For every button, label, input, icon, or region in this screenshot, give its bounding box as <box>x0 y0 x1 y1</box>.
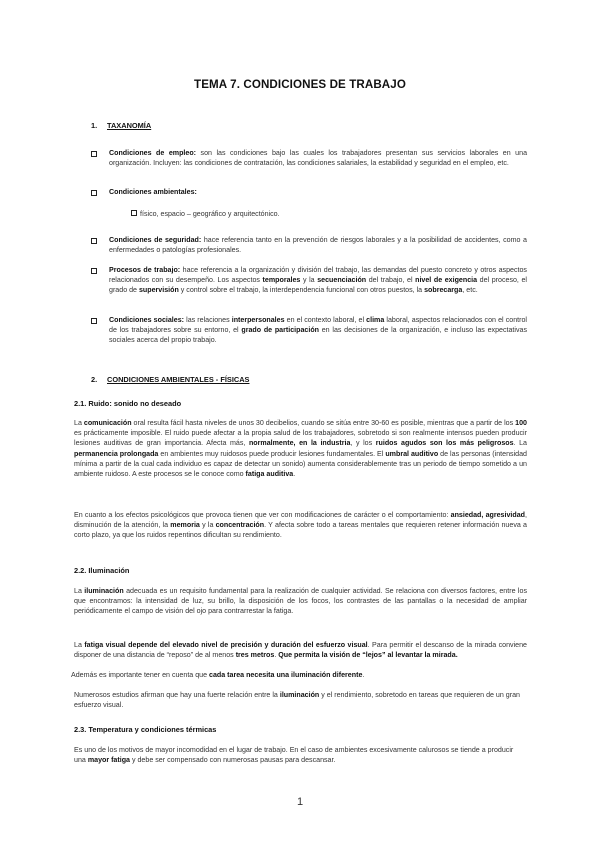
iluminacion-paragraph-3: Además es importante tener en cuenta que cada tarea necesita una iluminación diferente. <box>71 671 365 679</box>
subsection-iluminacion-heading: 2.2. Iluminación <box>74 566 130 575</box>
section-title: CONDICIONES AMBIENTALES - FÍSICAS <box>107 375 250 384</box>
bullet-square-icon <box>91 190 97 196</box>
subsection-ruido-heading: 2.1. Ruido: sonido no deseado <box>74 399 182 408</box>
bullet-text: Condiciones ambientales: <box>109 188 197 196</box>
ruido-paragraph-2: En cuanto a los efectos psicológicos que provoca tienen que ver con modificaciones de carácter o el comportamiento: ansiedad, agresividad, disminución de la atención, la memoria y la concentración. Y afecta sobre todo a tareas mentales que requieren retener información nueva a corto plazo, ya que los ruidos repentinos dificultan su rendimiento. <box>74 511 527 540</box>
temperatura-paragraph-1: Es uno de los motivos de mayor incomodidad en el lugar de trabajo. En el caso de ambientes excesivamente calurosos se tiende a producir una mayor fatiga y debe ser compensado con numerosas pausas para descansar. <box>74 746 514 765</box>
bullet-procesos-trabajo <box>91 265 527 307</box>
section-2-heading <box>91 375 391 385</box>
bullet-text: Procesos de trabajo: hace referencia a la organización y división del trabajo, las demandas del puesto concreto y otros aspectos relacionados con su desempeño. Los aspectos temporales y la secuenciación del trabajo, el nivel de exigencia del proceso, el grado de supervisión y control sobre el trabajo, la interdependencia funcional con otros puestos, la sobrecarga, etc. <box>109 266 528 294</box>
section-number: 1. <box>91 121 98 130</box>
ruido-paragraph-1: La comunicación oral resulta fácil hasta niveles de unos 30 decibelios, cuando se sitúa entre 30-60 es posible, mientras que a partir de los 100 es prácticamente imposible. El ruido puede afectar a la propia salud de los trabajadores, sobretodo si son realmente intensos pueden producir lesiones auditivas de gran importancia. Afecta más, normalmente, en la industria, y los ruidos agudos son los más peligrosos. La permanencia prolongada en ambientes muy ruidosos puede producir lesiones fundamentales. El umbral auditivo de las personas (intensidad mínima a partir de la cual cada individuo es capaz de detectar un sonido) aumenta considerablemente tras un periodo de tiempo sometido a un ambiente ruidoso. A este procesos se le conoce como fatiga auditiva. <box>74 419 527 479</box>
bullet-square-icon <box>131 210 137 216</box>
bullet-text: Condiciones sociales: las relaciones interpersonales en el contexto laboral, el clima laboral, aspectos relacionados con el control de los trabajadores sobre su entorno, el grado de participación en las decisiones de la organización, e incluso las expectativas sociales acerca del propio trabajo. <box>109 316 528 344</box>
bullet-text: Condiciones de empleo: son las condiciones bajo las cuales los trabajadores presentan sus servicios laborales en una organización. Incluyen: las condiciones de contratación, las condiciones salariales, la estabilidad y seguridad en el empleo, etc. <box>109 149 528 167</box>
bullet-condiciones-ambientales <box>91 187 527 197</box>
bullet-text: Condiciones de seguridad: hace referencia tanto en la prevención de riesgos laborales y a la posibilidad de accidentes, como a enfermedades o patologías profesionales. <box>109 236 527 254</box>
subsection-temperatura-heading: 2.3. Temperatura y condiciones térmicas <box>74 725 217 734</box>
bullet-square-icon <box>91 151 97 157</box>
page-title: TEMA 7. CONDICIONES DE TRABAJO <box>194 78 406 91</box>
section-title: TAXANOMÍA <box>107 121 152 130</box>
section-1-heading <box>91 121 291 131</box>
sub-bullet-ambientales: físico, espacio – geográfico y arquitectónico. <box>131 210 280 218</box>
bullet-condiciones-seguridad <box>91 235 527 257</box>
iluminacion-paragraph-2: La fatiga visual depende del elevado nivel de precisión y duración del esfuerzo visual. Para permitir el descanso de la mirada conviene disponer de una distancia de “reposo” de al menos tres metros. Que permita la visión de “lejos” al levantar la mirada. <box>74 641 527 660</box>
bullet-square-icon <box>91 318 97 324</box>
section-number: 2. <box>91 375 98 384</box>
iluminacion-paragraph-1: La iluminación adecuada es un requisito fundamental para la realización de cualquier actividad. Se relaciona con diversos factores, entre los que encontramos: la intensidad de luz, su brillo, la disposición de los focos, los contrastes de las pantallas o la necesidad de ampliar periódicamente el campo de visión del ojo para contrarrestar la fatiga. <box>74 587 527 616</box>
iluminacion-paragraph-4: Numerosos estudios afirman que hay una fuerte relación entre la iluminación y el rendimiento, sobretodo en tareas que requieren de un gran esfuerzo visual. <box>74 691 520 710</box>
bullet-condiciones-empleo <box>91 148 527 180</box>
bullet-condiciones-sociales <box>91 315 527 347</box>
bullet-square-icon <box>91 238 97 244</box>
page-number: 1 <box>296 796 304 808</box>
bullet-square-icon <box>91 268 97 274</box>
